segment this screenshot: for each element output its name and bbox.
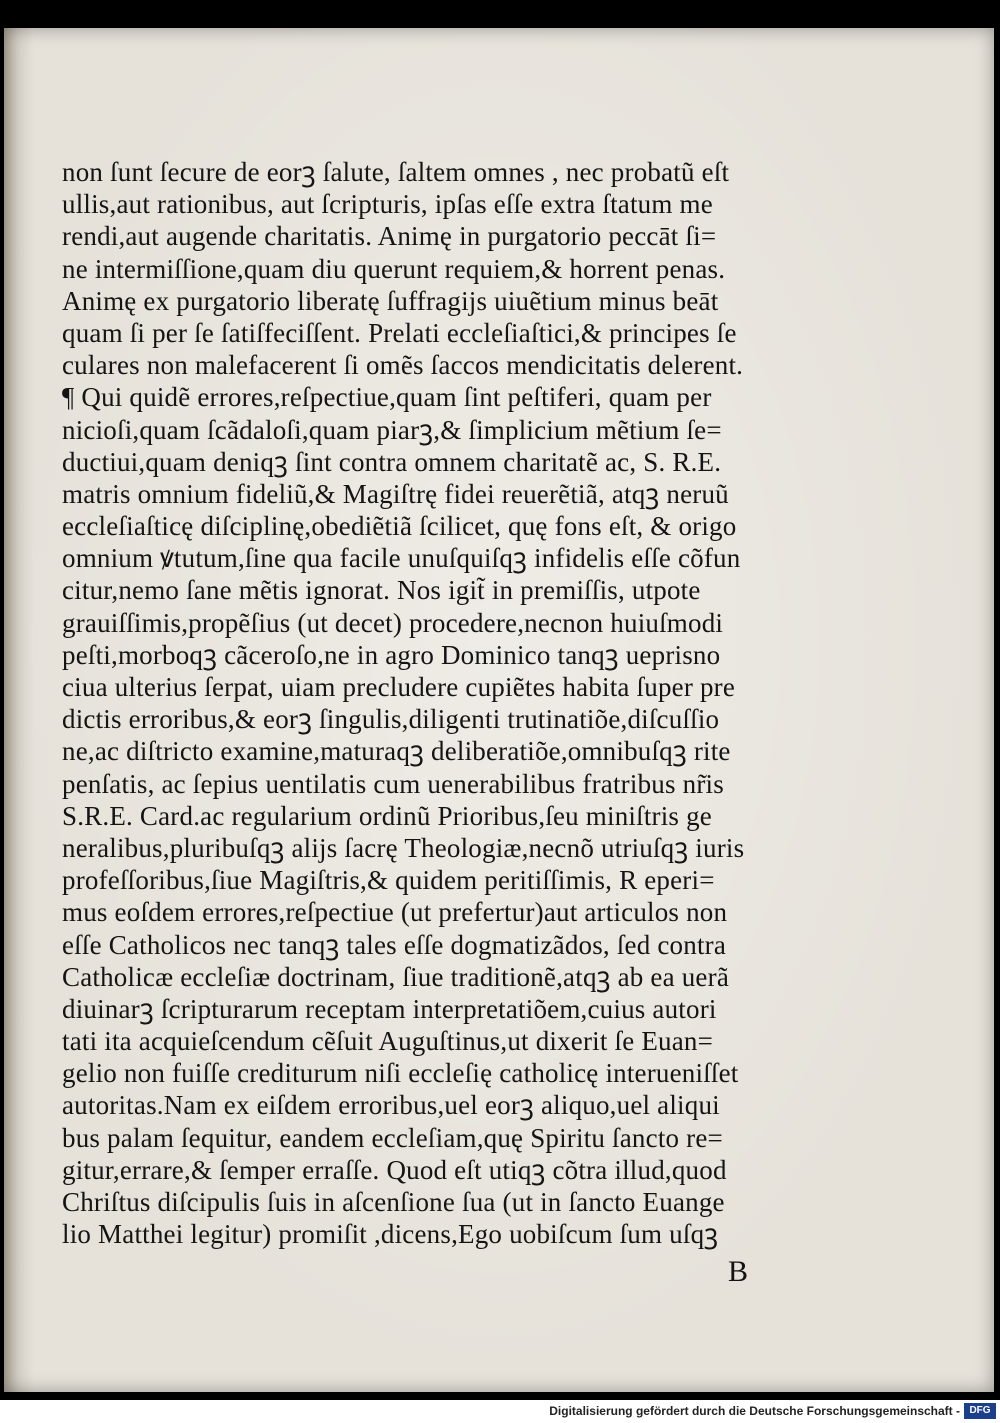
text-line: quam ſi per ſe ſatiſfeciſſent. Prelati eccleſiaſtici,& principes ſe	[62, 317, 737, 348]
text-line: matris omnium fideliũ,& Magiſtrę fidei reuerẽtiã, atqꝫ neruũ	[62, 478, 729, 509]
text-line: peſti,morboqꝫ cãceroſo,ne in agro Dominico tanqꝫ ueprisno	[62, 639, 721, 670]
text-line: ne,ac diſtricto examine,maturaqꝫ deliberatiõe,omnibuſqꝫ rite	[62, 736, 731, 767]
text-line: mus eoſdem errores,reſpectiue (ut prefertur)aut articulos non	[62, 897, 728, 928]
text-line: gitur,errare,& ſemper erraſſe. Quod eſt utiqꝫ cõtra illud,quod	[62, 1154, 727, 1185]
text-block	[62, 156, 802, 1250]
text-line: nicioſi,quam ſcãdaloſi,quam piarꝫ,& ſimplicium mẽtium ſe=	[62, 414, 722, 445]
text-line: eccleſiaſticę diſciplinę,obediẽtiã ſcilicet, quę fons eſt, & origo	[62, 511, 737, 542]
text-line: autoritas.Nam ex eiſdem erroribus,uel eorꝫ aliquo,uel aliqui	[62, 1090, 720, 1121]
footer-bar	[0, 1400, 1000, 1423]
text-line: rendi,aut augende charitatis. Animę in purgatorio peccāt ſi=	[62, 221, 717, 252]
text-line: lio Matthei legitur) promiſit ,dicens,Ego uobiſcum ſum uſqꝫ	[62, 1219, 719, 1250]
text-line: Chriſtus diſcipulis ſuis in aſcenſione ſua (ut in ſancto Euange	[62, 1187, 725, 1217]
text-line: Catholicæ eccleſiæ doctrinam, ſiue traditionẽ,atqꝫ ab ea uerã	[62, 961, 729, 992]
text-line: ullis,aut rationibus, aut ſcripturis, ipſas eſſe extra ſtatum me	[62, 189, 713, 220]
text-line: bus palam ſequitur, eandem eccleſiam,quę Spiritu ſancto re=	[62, 1122, 723, 1153]
text-line: ciua ulterius ſerpat, uiam precludere cupiẽtes habita ſuper pre	[62, 672, 736, 702]
text-line: tati ita acquieſcendum cẽſuit Auguſtinus,ut dixerit ſe Euan=	[62, 1026, 714, 1057]
text-line: Animę ex purgatorio liberatę ſuffragijs uiuẽtium minus beāt	[62, 285, 719, 316]
text-line: omnium ꝟtutum,ſine qua facile unuſquiſqꝫ infidelis eſſe cõfun	[62, 543, 741, 574]
book-page	[4, 28, 994, 1392]
text-line: neralibus,pluribuſqꝫ alijs ſacrę Theologiæ,necnõ utriuſqꝫ iuris	[62, 832, 745, 863]
text-line: grauiſſimis,propẽſius (ut decet) procedere,necnon huiuſmodi	[62, 607, 724, 638]
text-line: S.R.E. Card.ac regularium ordinũ Prioribus,ſeu miniſtris ge	[62, 800, 712, 831]
text-line: dictis erroribus,& eorꝫ ſingulis,diligenti trutinatiõe,diſcuſſio	[62, 704, 720, 735]
text-line: eſſe Catholicos nec tanqꝫ tales eſſe dogmatizãdos, ſed contra	[62, 929, 727, 960]
text-line: penſatis, ac ſepius uentilatis cum uenerabilibus fratribus nr̃is	[62, 768, 724, 799]
signature-mark: B	[728, 1255, 749, 1288]
text-line: diuinarꝫ ſcripturarum receptam interpretatiõem,cuius autori	[62, 993, 717, 1024]
text-line: culares non malefacerent ſi omẽs ſaccos mendicitatis delerent.	[62, 350, 744, 381]
text-line: profeſſoribus,ſiue Magiſtris,& quidem peritiſſimis, R eperi=	[62, 865, 715, 896]
text-line: ne intermiſſione,quam diu querunt requiem,& horrent penas.	[62, 253, 726, 284]
text-line: non ſunt ſecure de eorꝫ ſalute, ſaltem omnes , nec probatũ eſt	[62, 157, 730, 187]
text-line: gelio non fuiſſe crediturum niſi eccleſię catholicę interueniſſet	[62, 1058, 739, 1089]
text-line: citur,nemo ſane mẽtis ignorat. Nos igit̃ in premiſſis, utpote	[62, 575, 701, 606]
funding-credit: Digitalisierung gefördert durch die Deutsche Forschungsgemeinschaft -	[549, 1404, 960, 1418]
text-line: ductiui,quam deniqꝫ ſint contra omnem charitatẽ ac, S. R.E.	[62, 446, 722, 477]
text-line: ¶ Qui quidẽ errores,reſpectiue,quam ſint peſtiferi, quam per	[62, 382, 712, 413]
dfg-logo: DFG	[964, 1403, 996, 1419]
